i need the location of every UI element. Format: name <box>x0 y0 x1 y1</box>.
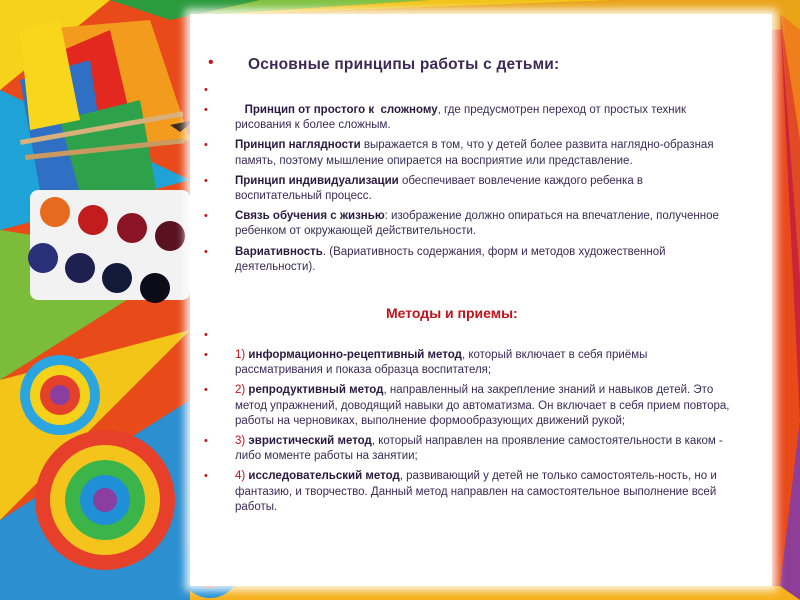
bullet-icon: • <box>204 435 208 448</box>
methods-title: Методы и приемы: <box>386 305 518 321</box>
bullet-icon: • <box>204 210 208 223</box>
method-text: , развивающий у детей не только самостоятель-ность, но и фантазию, и творчество. Данный метод направлен на самостоятельное выполнение всей работы. <box>235 470 717 513</box>
principle-name: Принцип наглядности <box>235 139 361 152</box>
method-number: 1) <box>235 349 249 361</box>
method-item <box>204 328 732 343</box>
principle-name: Принцип индивидуализации <box>235 174 399 187</box>
principle-item <box>204 83 732 98</box>
method-text: , направленный на закрепление знаний и навыков детей. Это метод упражнений, доводящий навыки до автоматизма. Он включает в себя прием повтора, работы на черновиках, выполнение формообразующих движений рукой; <box>235 384 730 427</box>
method-item <box>204 469 732 515</box>
principle-item <box>204 138 732 168</box>
principle-text: , где предусмотрен переход от простых техник рисования к более сложным. <box>235 104 687 132</box>
title-bullet-icon: • <box>208 54 214 71</box>
principle-item <box>204 209 732 239</box>
method-number: 2) <box>235 384 249 397</box>
principle-text: : изображение должно опираться на впечатление, полученное ребенком от окружающей действительности. <box>235 210 719 238</box>
method-name: репродуктивный метод <box>248 384 384 397</box>
method-number: 4) <box>235 470 249 483</box>
principle-item <box>204 103 732 133</box>
principle-name: Связь обучения с жизнью <box>235 210 385 223</box>
bullet-icon: • <box>204 470 208 483</box>
method-text: , который направлен на проявление самостоятельности в каком - либо моменте работы на занятии; <box>235 435 723 463</box>
principle-item <box>204 245 732 275</box>
principle-text: выражается в том, что у детей более развита наглядно-образная память, поэтому мышление опирается на восприятие или представление. <box>235 139 714 167</box>
method-name: информационно-рецептивный метод <box>248 349 462 361</box>
principle-name: Вариативность <box>235 245 323 258</box>
method-name: исследовательский метод <box>248 470 400 483</box>
bullet-icon: • <box>204 245 208 258</box>
slide-title: Основные принципы работы с детьми: <box>248 56 560 73</box>
bullet-icon: • <box>204 384 208 397</box>
bullet-icon: • <box>204 104 208 116</box>
method-item <box>204 434 732 464</box>
method-name: эвристический метод <box>248 435 372 448</box>
principle-text: обеспечивает вовлечение каждого ребенка в воспитательный процесс. <box>235 174 644 203</box>
principle-item <box>204 174 732 204</box>
bullet-icon: • <box>204 139 208 152</box>
bullet-icon: • <box>204 174 208 187</box>
principle-name: Принцип от простого к сложному <box>235 104 438 116</box>
method-text: , который включает в себя приёмы рассматривания и показа образца воспитателя; <box>235 349 648 377</box>
principle-text: . (Вариативность содержания, форм и методов художественной деятельности). <box>235 245 666 273</box>
method-number: 3) <box>235 435 249 448</box>
method-item <box>204 383 732 429</box>
method-item <box>204 348 732 378</box>
bullet-icon: • <box>204 84 208 96</box>
methods-list <box>204 328 732 520</box>
principles-list <box>204 83 732 280</box>
bullet-icon: • <box>204 349 208 361</box>
bullet-icon: • <box>204 329 208 341</box>
